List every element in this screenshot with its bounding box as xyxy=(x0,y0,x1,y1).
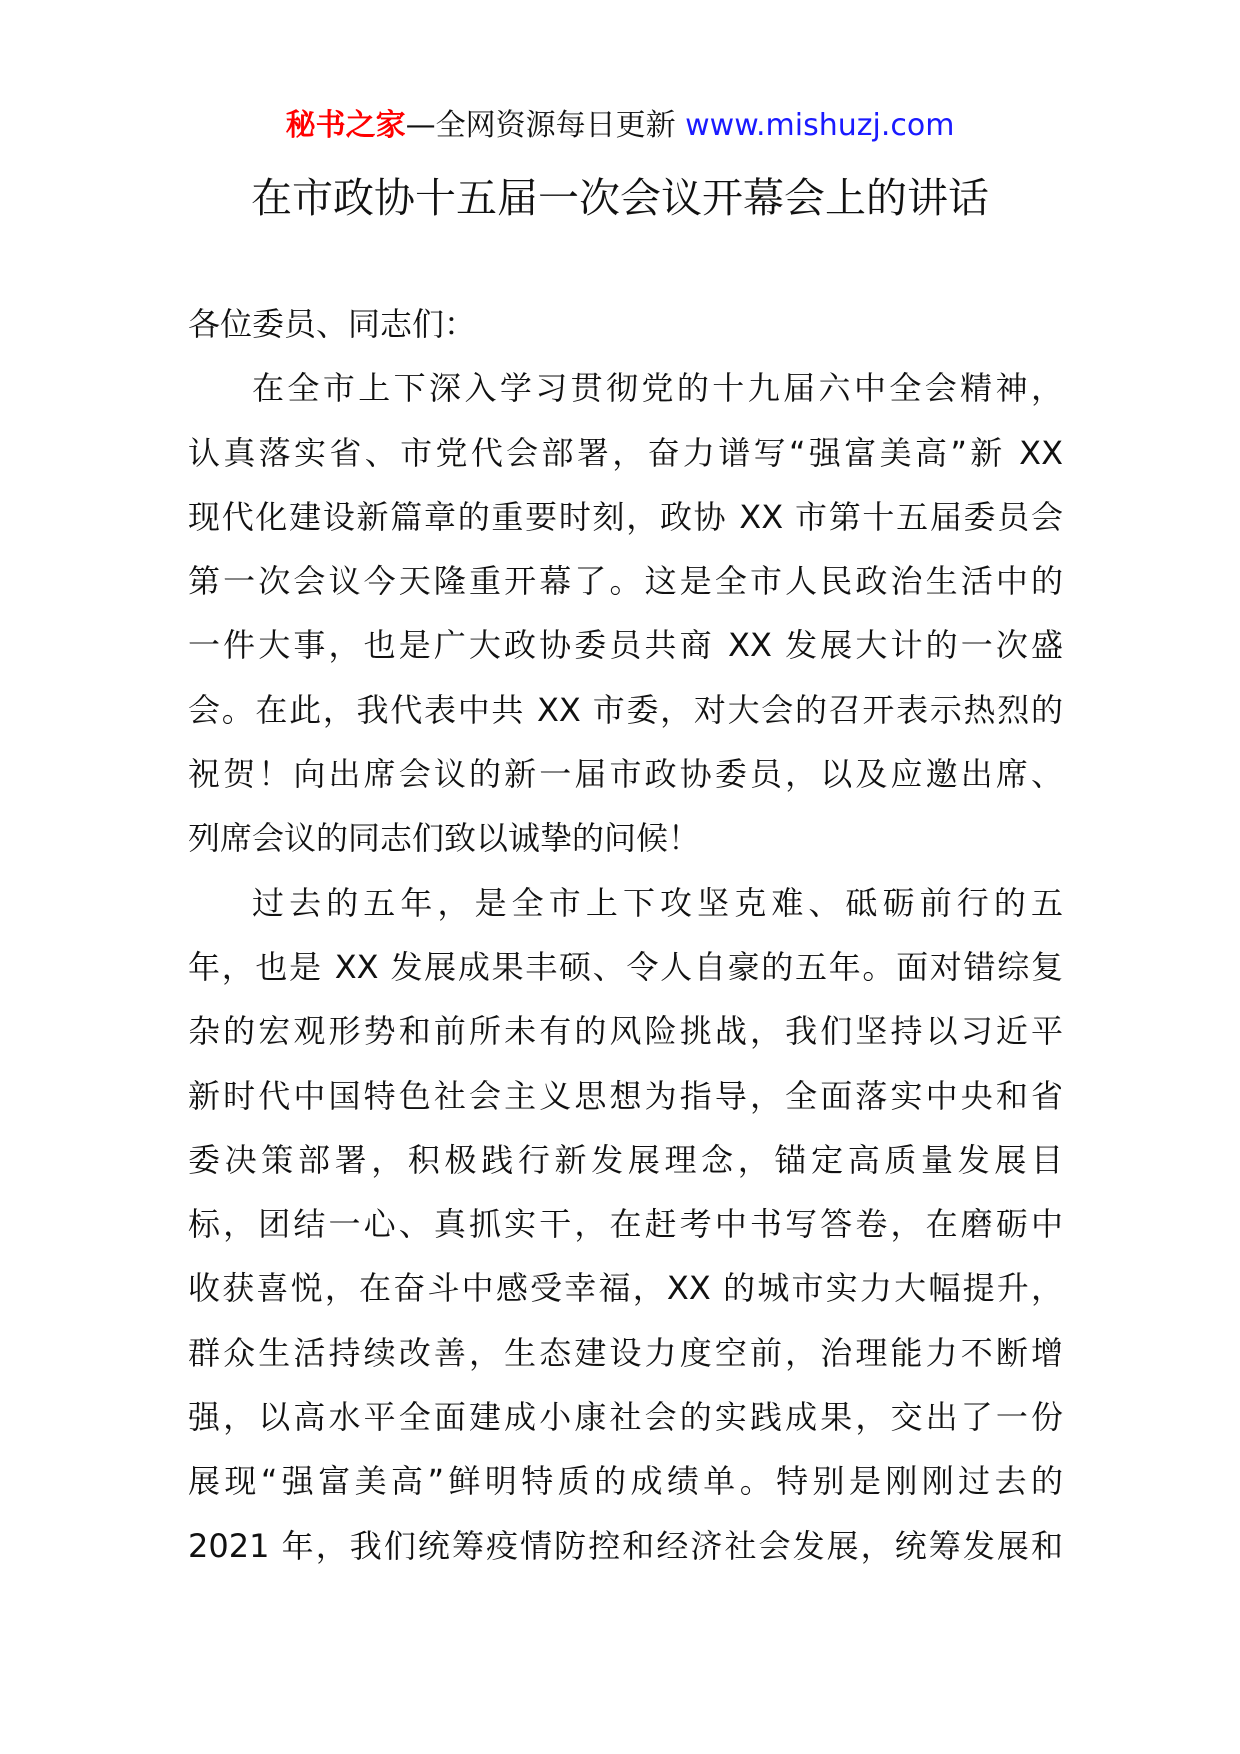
body-line: 一件大事，也是广大政协委员共商 XX 发展大计的一次盛 xyxy=(188,626,1063,665)
body-line: 祝贺！向出席会议的新一届市政协委员，以及应邀出席、 xyxy=(188,755,1063,794)
body-line: 认真落实省、市党代会部署，奋力谱写“强富美高”新 XX xyxy=(188,433,1063,472)
body-line: 会。在此，我代表中共 XX 市委，对大会的召开表示热烈的 xyxy=(188,690,1063,729)
body-line: 强，以高水平全面建成小康社会的实践成果，交出了一份 xyxy=(188,1398,1063,1437)
document-title: 在市政协十五届一次会议开幕会上的讲话 xyxy=(251,174,989,222)
body-line: 列席会议的同志们致以诚挚的问候！ xyxy=(188,819,701,858)
site-brand: 秘书之家 xyxy=(285,108,406,143)
body-line: 现代化建设新篇章的重要时刻，政协 XX 市第十五届委员会 xyxy=(188,497,1063,536)
body-line: 杂的宏观形势和前所未有的风险挑战，我们坚持以习近平 xyxy=(188,1012,1063,1051)
body-line: 各位委员、同志们： xyxy=(188,305,477,343)
site-url-link[interactable]: www.mishuzj.com xyxy=(685,108,955,143)
body-line: 2021 年，我们统筹疫情防控和经济社会发展，统筹发展和 xyxy=(188,1526,1063,1565)
body-line: 第一次会议今天隆重开幕了。这是全市人民政治生活中的 xyxy=(188,562,1063,601)
body-line: 委决策部署，积极践行新发展理念，锚定高质量发展目 xyxy=(188,1140,1063,1179)
body-line: 新时代中国特色社会主义思想为指导，全面落实中央和省 xyxy=(188,1076,1063,1115)
body-line: 在全市上下深入学习贯彻党的十九届六中全会精神， xyxy=(252,369,1063,408)
site-header xyxy=(0,98,1240,154)
site-tagline: —全网资源每日更新 xyxy=(405,108,676,143)
body-line: 收获喜悦，在奋斗中感受幸福，XX 的城市实力大幅提升， xyxy=(188,1269,1063,1308)
body-line: 展现“强富美高”鲜明特质的成绩单。特别是刚刚过去的 xyxy=(188,1462,1063,1501)
body-line: 过去的五年，是全市上下攻坚克难、砥砺前行的五 xyxy=(252,883,1063,922)
body-line: 群众生活持续改善，生态建设力度空前，治理能力不断增 xyxy=(188,1333,1063,1372)
body-line: 年，也是 XX 发展成果丰硕、令人自豪的五年。面对错综复 xyxy=(188,947,1063,986)
body-line: 标，团结一心、真抓实干，在赶考中书写答卷，在磨砺中 xyxy=(188,1205,1063,1244)
document-body xyxy=(188,292,1063,1578)
